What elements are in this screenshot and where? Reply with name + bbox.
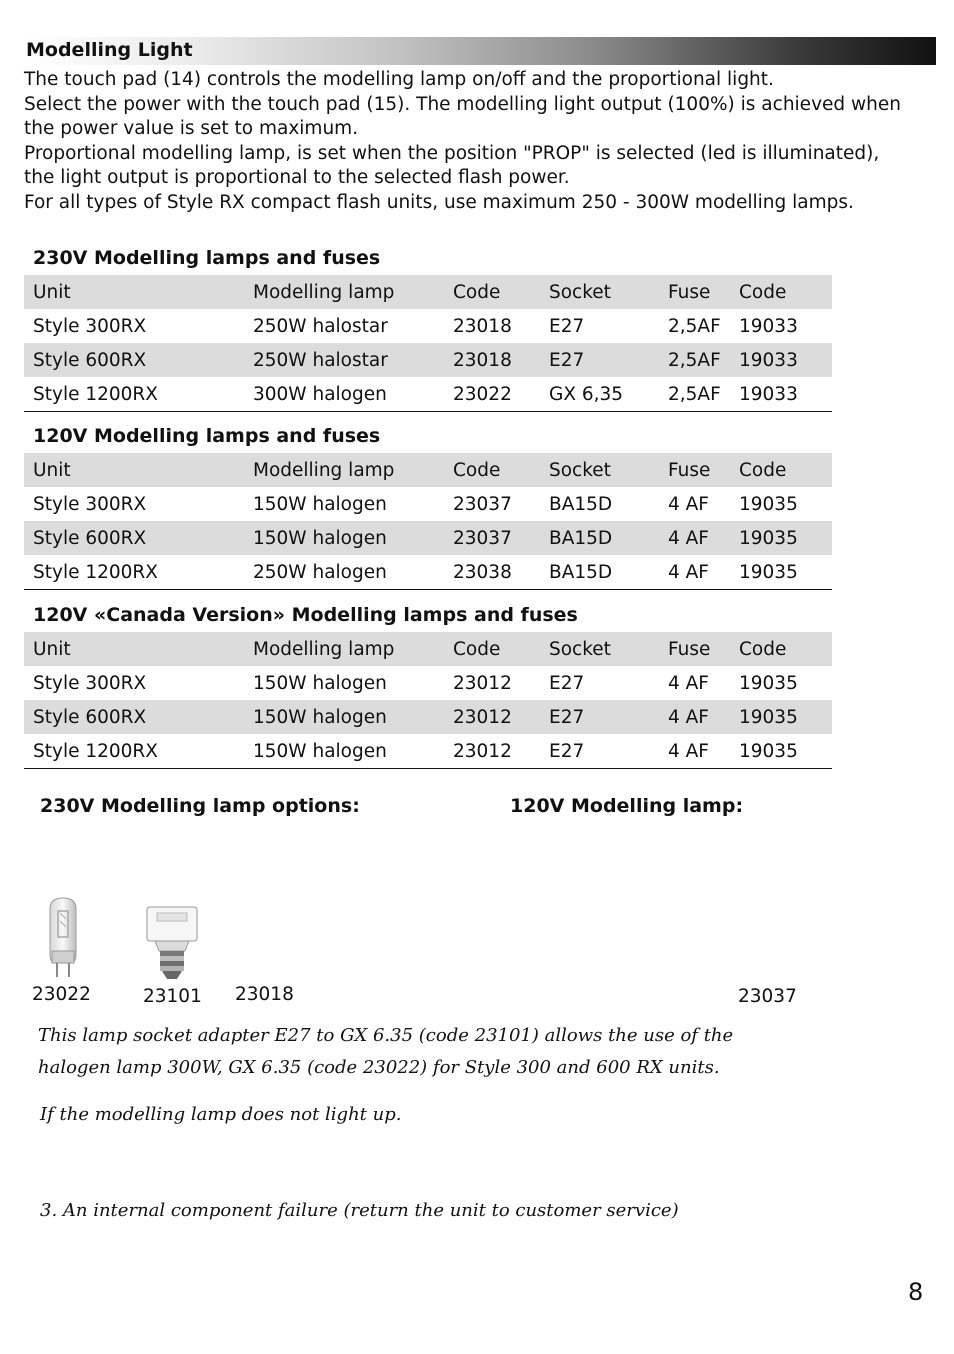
header-cell: Modelling lamp (244, 275, 444, 309)
table-cell: 250W halostar (244, 343, 444, 377)
table-cell: 19035 (739, 672, 798, 694)
table-cell: E27 (540, 700, 659, 734)
intro-paragraph: For all types of Style RX compact flash units, use maximum 250 - 300W modelling lamps. (24, 191, 854, 213)
header-cell: Code (444, 632, 540, 666)
table-cell: 2,5AF (659, 343, 730, 377)
table-header-row (24, 275, 832, 309)
adapter-note: This lamp socket adapter E27 to GX 6.35 (code 23101) allows the use of the halogen lamp 300W, GX 6.35 (code 23022) for Style 300 and 600 RX units. (38, 1025, 734, 1078)
lamps-table-120v (24, 419, 832, 590)
table-cell: Style 1200RX (33, 383, 158, 405)
header-cell: Unit (24, 275, 244, 309)
header-cell: Code (730, 275, 832, 309)
table-header-row (24, 453, 832, 487)
header-cell: Code (730, 632, 832, 666)
lamps-table-120v-canada (24, 598, 832, 769)
table-cell: 19035 (739, 740, 798, 762)
header-cell: Unit (24, 632, 244, 666)
table-cell: 4 AF (668, 740, 709, 762)
table-cell: 150W halogen (244, 521, 444, 555)
table-cell: 19033 (739, 383, 798, 405)
section-title: Modelling Light (26, 39, 193, 61)
table-row (24, 700, 832, 734)
table-cell: BA15D (540, 521, 659, 555)
table-cell: Style 1200RX (33, 740, 158, 762)
page-number: 8 (908, 1278, 924, 1306)
table-cell: 150W halogen (253, 672, 387, 694)
table-cell: Style 1200RX (33, 561, 158, 583)
table-cell: 250W halostar (253, 315, 388, 337)
troubleshoot-note: If the modelling lamp does not light up. (40, 1104, 402, 1125)
lamp-code: 23022 (32, 984, 91, 1005)
table-row (24, 734, 832, 769)
lamps-table (24, 632, 832, 769)
section-header-bar (24, 37, 936, 65)
table-cell: Style 600RX (24, 700, 244, 734)
table-cell: 150W halogen (244, 700, 444, 734)
table-cell: 23012 (444, 700, 540, 734)
table-cell: Style 600RX (24, 521, 244, 555)
table-header-row (24, 632, 832, 666)
header-cell: Fuse (659, 453, 730, 487)
table-title: 120V Modelling lamps and fuses (33, 425, 381, 447)
lamp-code: 23018 (235, 984, 294, 1005)
table-cell: 23018 (444, 343, 540, 377)
table-cell: 4 AF (668, 493, 709, 515)
table-cell: GX 6,35 (549, 383, 624, 405)
table-cell: 150W halogen (253, 740, 387, 762)
table-cell: Style 300RX (33, 672, 147, 694)
table-row (24, 555, 832, 590)
table-cell: E27 (549, 740, 585, 762)
table-cell: Style 600RX (24, 343, 244, 377)
header-cell: Socket (540, 275, 659, 309)
table-title: 120V «Canada Version» Modelling lamps and fuses (33, 604, 578, 626)
table-cell: 300W halogen (253, 383, 387, 405)
socket-adapter-23101-image (143, 905, 201, 983)
table-cell: BA15D (549, 493, 613, 515)
lamp-code: 23101 (143, 986, 202, 1007)
intro-paragraph: Proportional modelling lamp, is set when the position "PROP" is selected (led is illuminated), the light output is proportional to the selected flash power. (24, 142, 880, 188)
intro-paragraph: The touch pad (14) controls the modelling lamp on/off and the proportional light. (24, 69, 774, 90)
table-row (24, 521, 832, 555)
table-row (24, 309, 832, 343)
table-cell: E27 (540, 343, 659, 377)
table-cell: 23037 (453, 493, 512, 515)
table-cell: 150W halogen (253, 493, 387, 515)
table-row (24, 666, 832, 700)
table-cell: 4 AF (668, 561, 709, 583)
header-cell: Unit (24, 453, 244, 487)
table-cell: BA15D (549, 561, 613, 583)
lamps-table (24, 275, 832, 412)
table-cell: 19035 (739, 493, 798, 515)
table-row (24, 487, 832, 521)
failure-note: 3. An internal component failure (return the unit to customer service) (40, 1200, 679, 1221)
table-cell: 19035 (739, 561, 798, 583)
header-cell: Fuse (659, 275, 730, 309)
table-cell: E27 (549, 672, 585, 694)
table-cell: Style 300RX (33, 493, 147, 515)
table-row (24, 377, 832, 412)
table-cell: 19033 (730, 343, 832, 377)
intro-text (24, 68, 904, 215)
header-cell: Socket (540, 632, 659, 666)
table-cell: 19033 (739, 315, 798, 337)
table-cell: 4 AF (659, 700, 730, 734)
table-row (24, 343, 832, 377)
options-heading-230v: 230V Modelling lamp options: (40, 795, 360, 817)
intro-paragraph: Select the power with the touch pad (15). The modelling light output (100%) is achieved when the power value is set to maximum. (24, 93, 901, 139)
table-title: 230V Modelling lamps and fuses (33, 247, 381, 269)
header-cell: Code (444, 453, 540, 487)
header-cell: Code (444, 275, 540, 309)
table-cell: 23038 (453, 561, 512, 583)
options-heading-120v: 120V Modelling lamp: (510, 795, 744, 817)
table-cell: 4 AF (659, 521, 730, 555)
table-cell: 23018 (453, 315, 512, 337)
table-cell: Style 300RX (33, 315, 147, 337)
header-cell: Code (730, 453, 832, 487)
lamp-code: 23037 (738, 986, 797, 1007)
table-cell: 2,5AF (668, 383, 721, 405)
lamps-table (24, 453, 832, 590)
table-cell: 23037 (444, 521, 540, 555)
header-cell: Modelling lamp (244, 632, 444, 666)
lamps-table-230v (24, 241, 832, 412)
table-cell: E27 (549, 315, 585, 337)
table-cell: 23022 (453, 383, 512, 405)
header-cell: Socket (540, 453, 659, 487)
table-cell: 4 AF (668, 672, 709, 694)
halogen-lamp-23022-image (38, 895, 88, 980)
table-cell: 19035 (730, 521, 832, 555)
header-cell: Fuse (659, 632, 730, 666)
table-cell: 2,5AF (668, 315, 721, 337)
header-cell: Modelling lamp (244, 453, 444, 487)
table-cell: 250W halogen (253, 561, 387, 583)
table-cell: 19035 (730, 700, 832, 734)
table-cell: 23012 (453, 740, 512, 762)
table-cell: 23012 (453, 672, 512, 694)
